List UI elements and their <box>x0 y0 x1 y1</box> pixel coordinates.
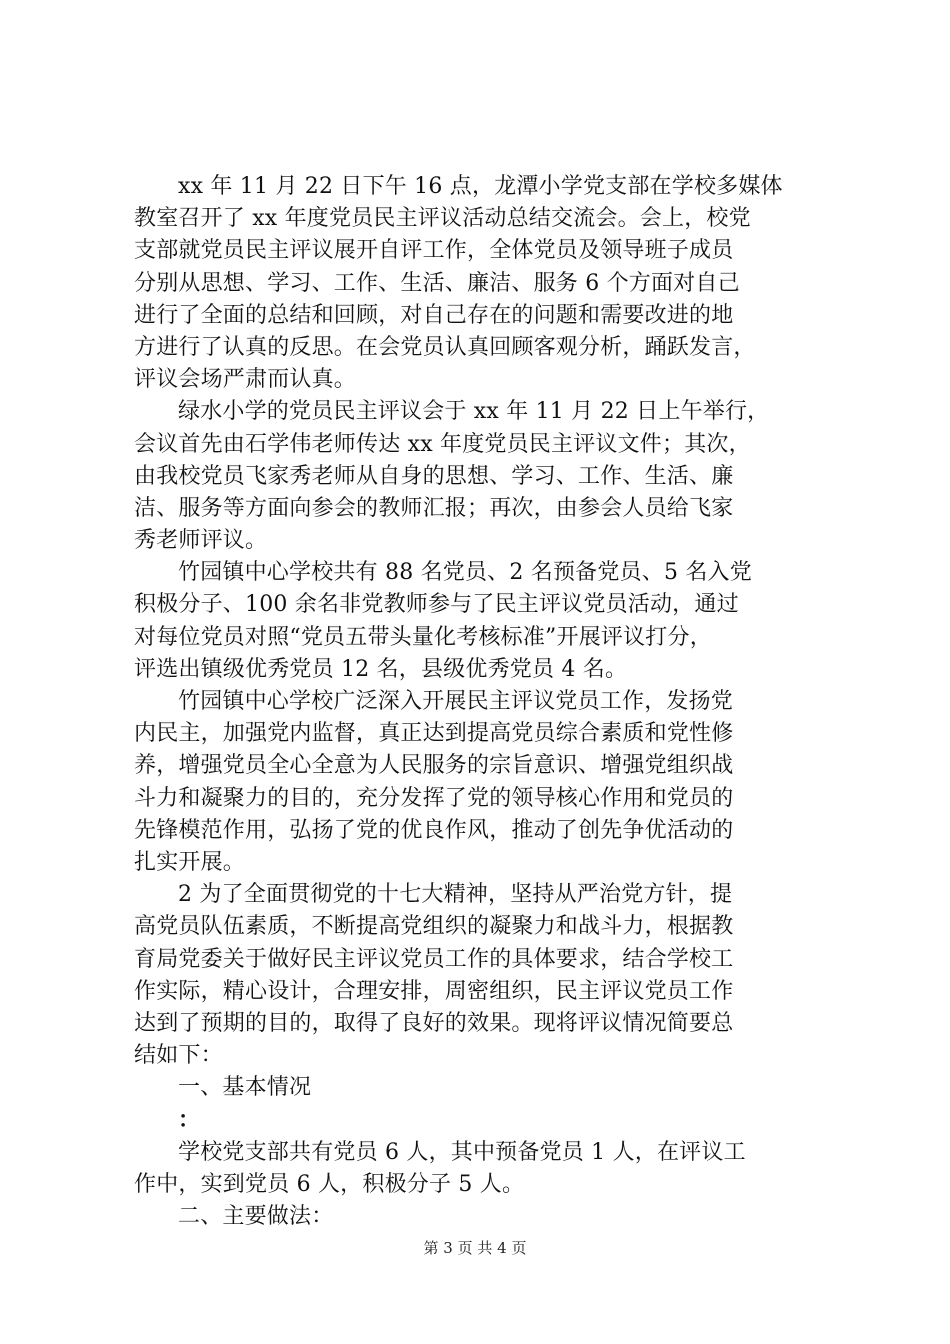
page-footer <box>0 1237 950 1258</box>
text-line: 竹园镇中心学校共有 88 名党员、2 名预备党员、5 名入党 <box>178 560 752 586</box>
text-line: 方进行了认真的反思。在会党员认真回顾客观分析，踊跃发言， <box>134 334 756 360</box>
text-line: 进行了全面的总结和回顾，对自己存在的问题和需要改进的地 <box>134 302 734 328</box>
text-line: 斗力和凝聚力的目的，充分发挥了党的领导核心作用和党员的 <box>134 785 734 811</box>
text-line: 教室召开了 xx 年度党员民主评议活动总结交流会。会上，校党 <box>134 206 751 232</box>
text-line: 达到了预期的目的，取得了良好的效果。现将评议情况简要总 <box>134 1010 734 1036</box>
text-line: 2 为了全面贯彻党的十七大精神，坚持从严治党方针，提 <box>178 882 733 908</box>
text-line: 会议首先由石学伟老师传达 xx 年度党员民主评议文件；其次， <box>134 431 751 457</box>
text-line: 竹园镇中心学校广泛深入开展民主评议党员工作，发扬党 <box>178 689 734 714</box>
paragraph <box>134 557 846 686</box>
section-heading-text: 二、主要做法： <box>178 1204 334 1229</box>
text-line: 积极分子、100 余名非党教师参与了民主评议党员活动，通过 <box>134 592 739 618</box>
text-line: 先锋模范作用，弘扬了党的优良作风，推动了创先争优活动的 <box>134 817 734 843</box>
text-line: 扎实开展。 <box>134 849 246 875</box>
text-line: 学校党支部共有党员 6 人，其中预备党员 1 人，在评议工 <box>178 1139 746 1165</box>
text-line: 秀老师评议。 <box>134 528 268 554</box>
section-heading <box>178 1201 846 1233</box>
text-line: 内民主，加强党内监督，真正达到提高党员综合素质和党性修 <box>134 721 734 747</box>
text-line: 养，增强党员全心全意为人民服务的宗旨意识、增强党组织战 <box>134 753 734 779</box>
section-heading <box>178 1072 846 1104</box>
paragraph <box>134 879 846 1072</box>
colon-marker <box>178 1104 846 1136</box>
text-line: 对每位党员对照“党员五带头量化考核标准”开展评议打分， <box>134 624 712 650</box>
text-line: 支部就党员民主评议展开自评工作，全体党员及领导班子成员 <box>134 238 734 264</box>
page-number: 第 3 页 共 4 页 <box>423 1239 527 1257</box>
text-line: 评选出镇级优秀党员 12 名，县级优秀党员 4 名。 <box>134 656 628 682</box>
text-line: 作实际，精心设计，合理安排，周密组织，民主评议党员工作 <box>134 978 734 1004</box>
text-line: 作中，实到党员 6 人，积极分子 5 人。 <box>134 1171 525 1197</box>
colon-text: ： <box>178 1107 201 1134</box>
paragraph <box>134 171 846 396</box>
text-line: 高党员队伍素质，不断提高党组织的凝聚力和战斗力，根据教 <box>134 914 734 940</box>
section-heading-text: 一、基本情况 <box>178 1075 312 1101</box>
text-line: 绿水小学的党员民主评议会于 xx 年 11 月 22 日上午举行， <box>178 399 770 425</box>
text-line: 分别从思想、学习、工作、生活、廉洁、服务 6 个方面对自己 <box>134 270 740 296</box>
text-line: 洁、服务等方面向参会的教师汇报；再次，由参会人员给飞家 <box>134 495 734 521</box>
paragraph <box>134 1137 846 1201</box>
text-line: 育局党委关于做好民主评议党员工作的具体要求，结合学校工 <box>134 946 734 972</box>
text-line: 由我校党员飞家秀老师从自身的思想、学习、工作、生活、廉 <box>134 463 734 489</box>
paragraph <box>134 686 846 879</box>
text-line: 结如下： <box>134 1043 223 1069</box>
document-body <box>134 171 846 1233</box>
text-line: 评议会场严肃而认真。 <box>134 367 357 393</box>
paragraph <box>134 396 846 557</box>
text-line: xx 年 11 月 22 日下午 16 点，龙潭小学党支部在学校多媒体 <box>178 174 783 199</box>
